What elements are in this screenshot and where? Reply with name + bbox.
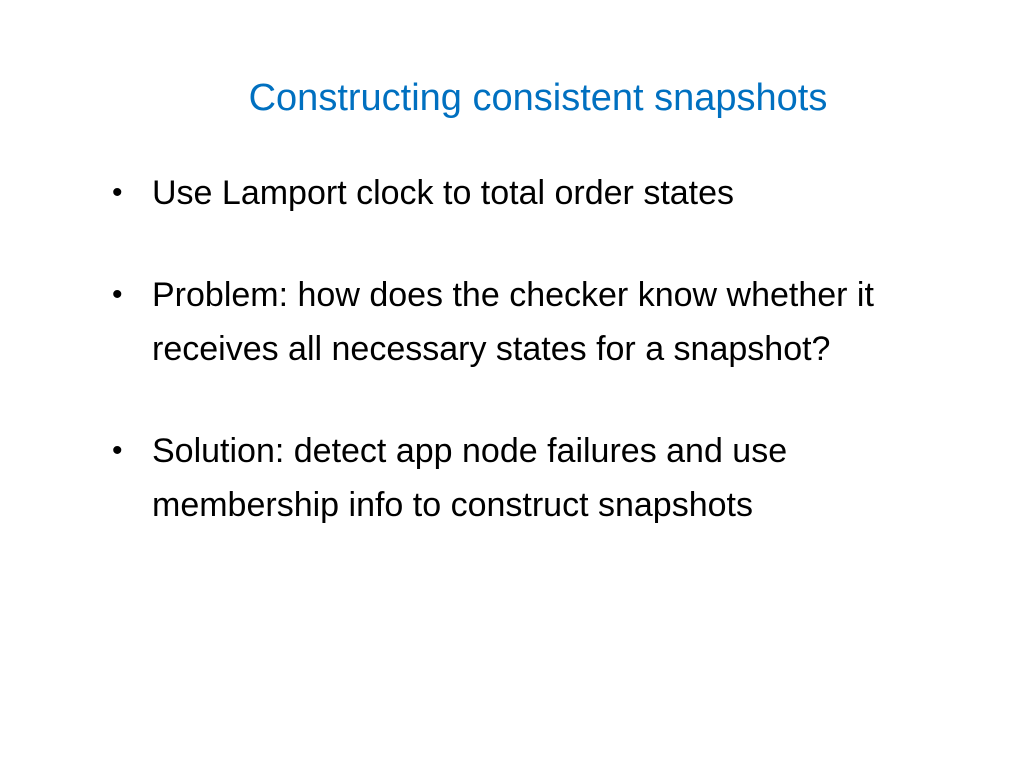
- bullet-item-problem: [112, 268, 972, 376]
- bullet-item-solution: [112, 424, 972, 532]
- bullet-dot-icon: •: [112, 434, 123, 467]
- bullet-dot-icon: •: [112, 278, 123, 311]
- bullet-text: Solution: detect app node failures and use membership info to construct snapshots: [152, 432, 788, 524]
- bullet-text: Use Lamport clock to total order states: [152, 174, 735, 212]
- bullet-dot-icon: •: [112, 176, 123, 209]
- bullet-list: [112, 166, 972, 580]
- slide-title: Constructing consistent snapshots: [248, 77, 828, 119]
- bullet-item-lamport-clock: [112, 166, 972, 220]
- bullet-text: Problem: how does the checker know whether it receives all necessary states for a snapshot?: [152, 276, 874, 368]
